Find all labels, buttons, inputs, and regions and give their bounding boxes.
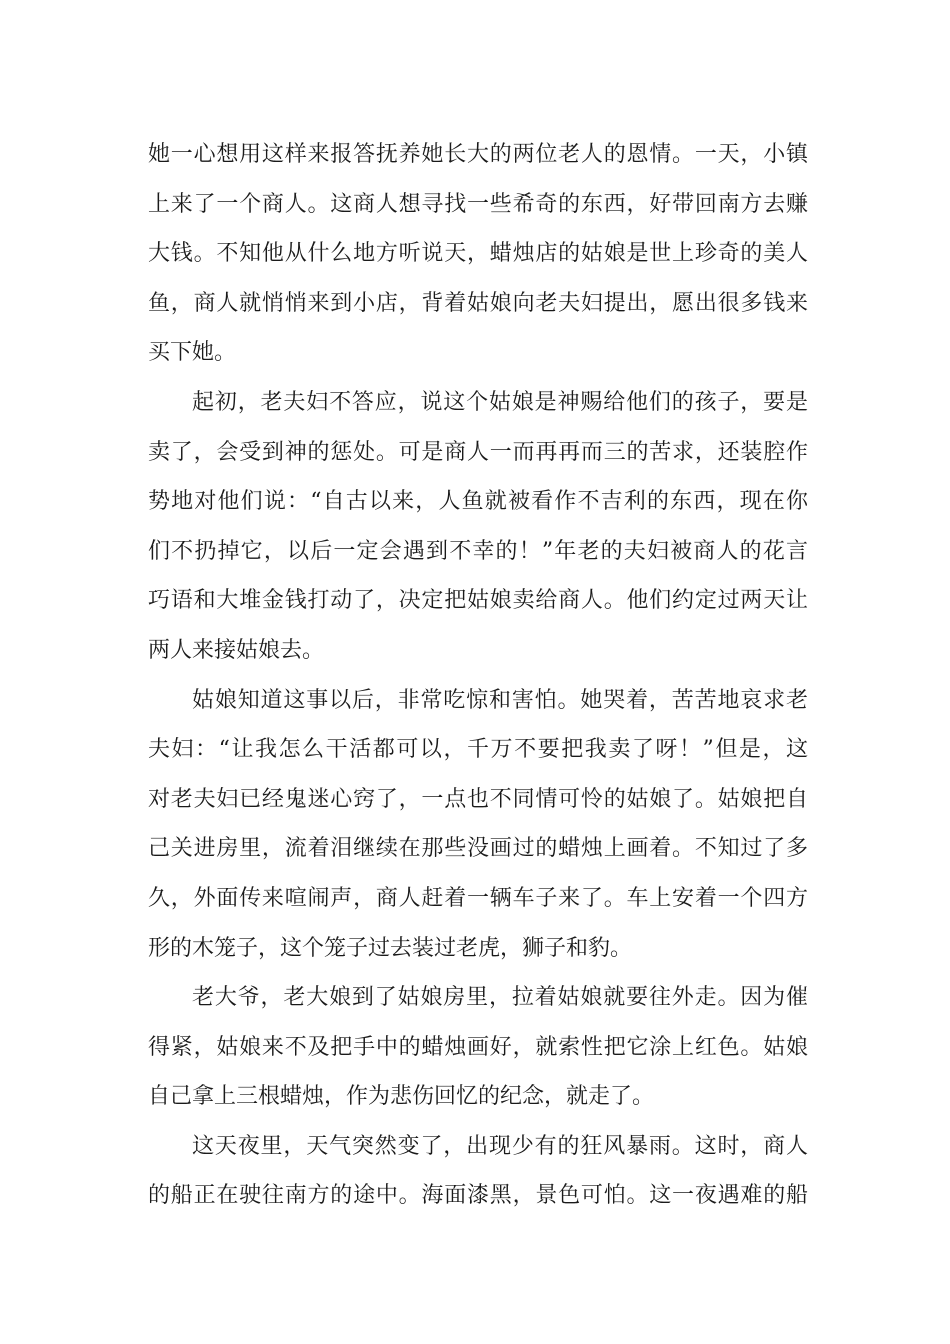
text-line: 姑娘知道这事以后，非常吃惊和害怕。她哭着，苦苦地哀求老 xyxy=(192,687,808,713)
document-body xyxy=(148,130,808,1221)
text-line: 久，外面传来喧闹声，商人赶着一辆车子来了。车上安着一个四方 xyxy=(148,885,808,911)
paragraph xyxy=(148,676,808,974)
text-line: 卖了，会受到神的惩处。可是商人一而再再而三的苦求，还装腔作 xyxy=(148,439,808,465)
text-line: 对老夫妇已经鬼迷心窍了，一点也不同情可怜的姑娘了。姑娘把自 xyxy=(148,786,808,812)
text-line: 两人来接姑娘去。 xyxy=(148,637,325,663)
paragraph xyxy=(148,1122,808,1221)
paragraph xyxy=(148,130,808,378)
text-line: 得紧，姑娘来不及把手中的蜡烛画好，就索性把它涂上红色。姑娘 xyxy=(148,1034,808,1060)
text-line: 巧语和大堆金钱打动了，决定把姑娘卖给商人。他们约定过两天让 xyxy=(148,588,808,614)
text-line: 买下她。 xyxy=(148,340,237,366)
text-line: 大钱。不知他从什么地方听说天，蜡烛店的姑娘是世上珍奇的美人 xyxy=(148,241,808,267)
paragraph xyxy=(148,973,808,1122)
text-line: 上来了一个商人。这商人想寻找一些希奇的东西，好带回南方去赚 xyxy=(148,191,808,217)
paragraph xyxy=(148,378,808,676)
text-line: 她一心想用这样来报答抚养她长大的两位老人的恩情。一天，小镇 xyxy=(148,142,808,167)
text-line: 夫妇：“让我怎么干活都可以，千万不要把我卖了呀！”但是，这 xyxy=(148,737,808,763)
text-line: 起初，老夫妇不答应，说这个姑娘是神赐给他们的孩子，要是 xyxy=(192,389,808,415)
text-line: 己关进房里，流着泪继续在那些没画过的蜡烛上画着。不知过了多 xyxy=(148,836,808,862)
text-line: 自己拿上三根蜡烛，作为悲伤回忆的纪念，就走了。 xyxy=(148,1084,655,1110)
text-line: 势地对他们说：“自古以来，人鱼就被看作不吉利的东西，现在你 xyxy=(148,489,808,515)
text-line: 老大爷，老大娘到了姑娘房里，拉着姑娘就要往外走。因为催 xyxy=(192,985,808,1011)
text-line: 这天夜里，天气突然变了，出现少有的狂风暴雨。这时，商人 xyxy=(192,1133,808,1159)
text-line: 们不扔掉它，以后一定会遇到不幸的！”年老的夫妇被商人的花言 xyxy=(148,538,808,564)
text-line: 鱼，商人就悄悄来到小店，背着姑娘向老夫妇提出，愿出很多钱来 xyxy=(148,290,808,316)
text-line: 形的木笼子，这个笼子过去装过老虎，狮子和豹。 xyxy=(148,935,633,961)
text-line: 的船正在驶往南方的途中。海面漆黑，景色可怕。这一夜遇难的船 xyxy=(148,1183,808,1209)
